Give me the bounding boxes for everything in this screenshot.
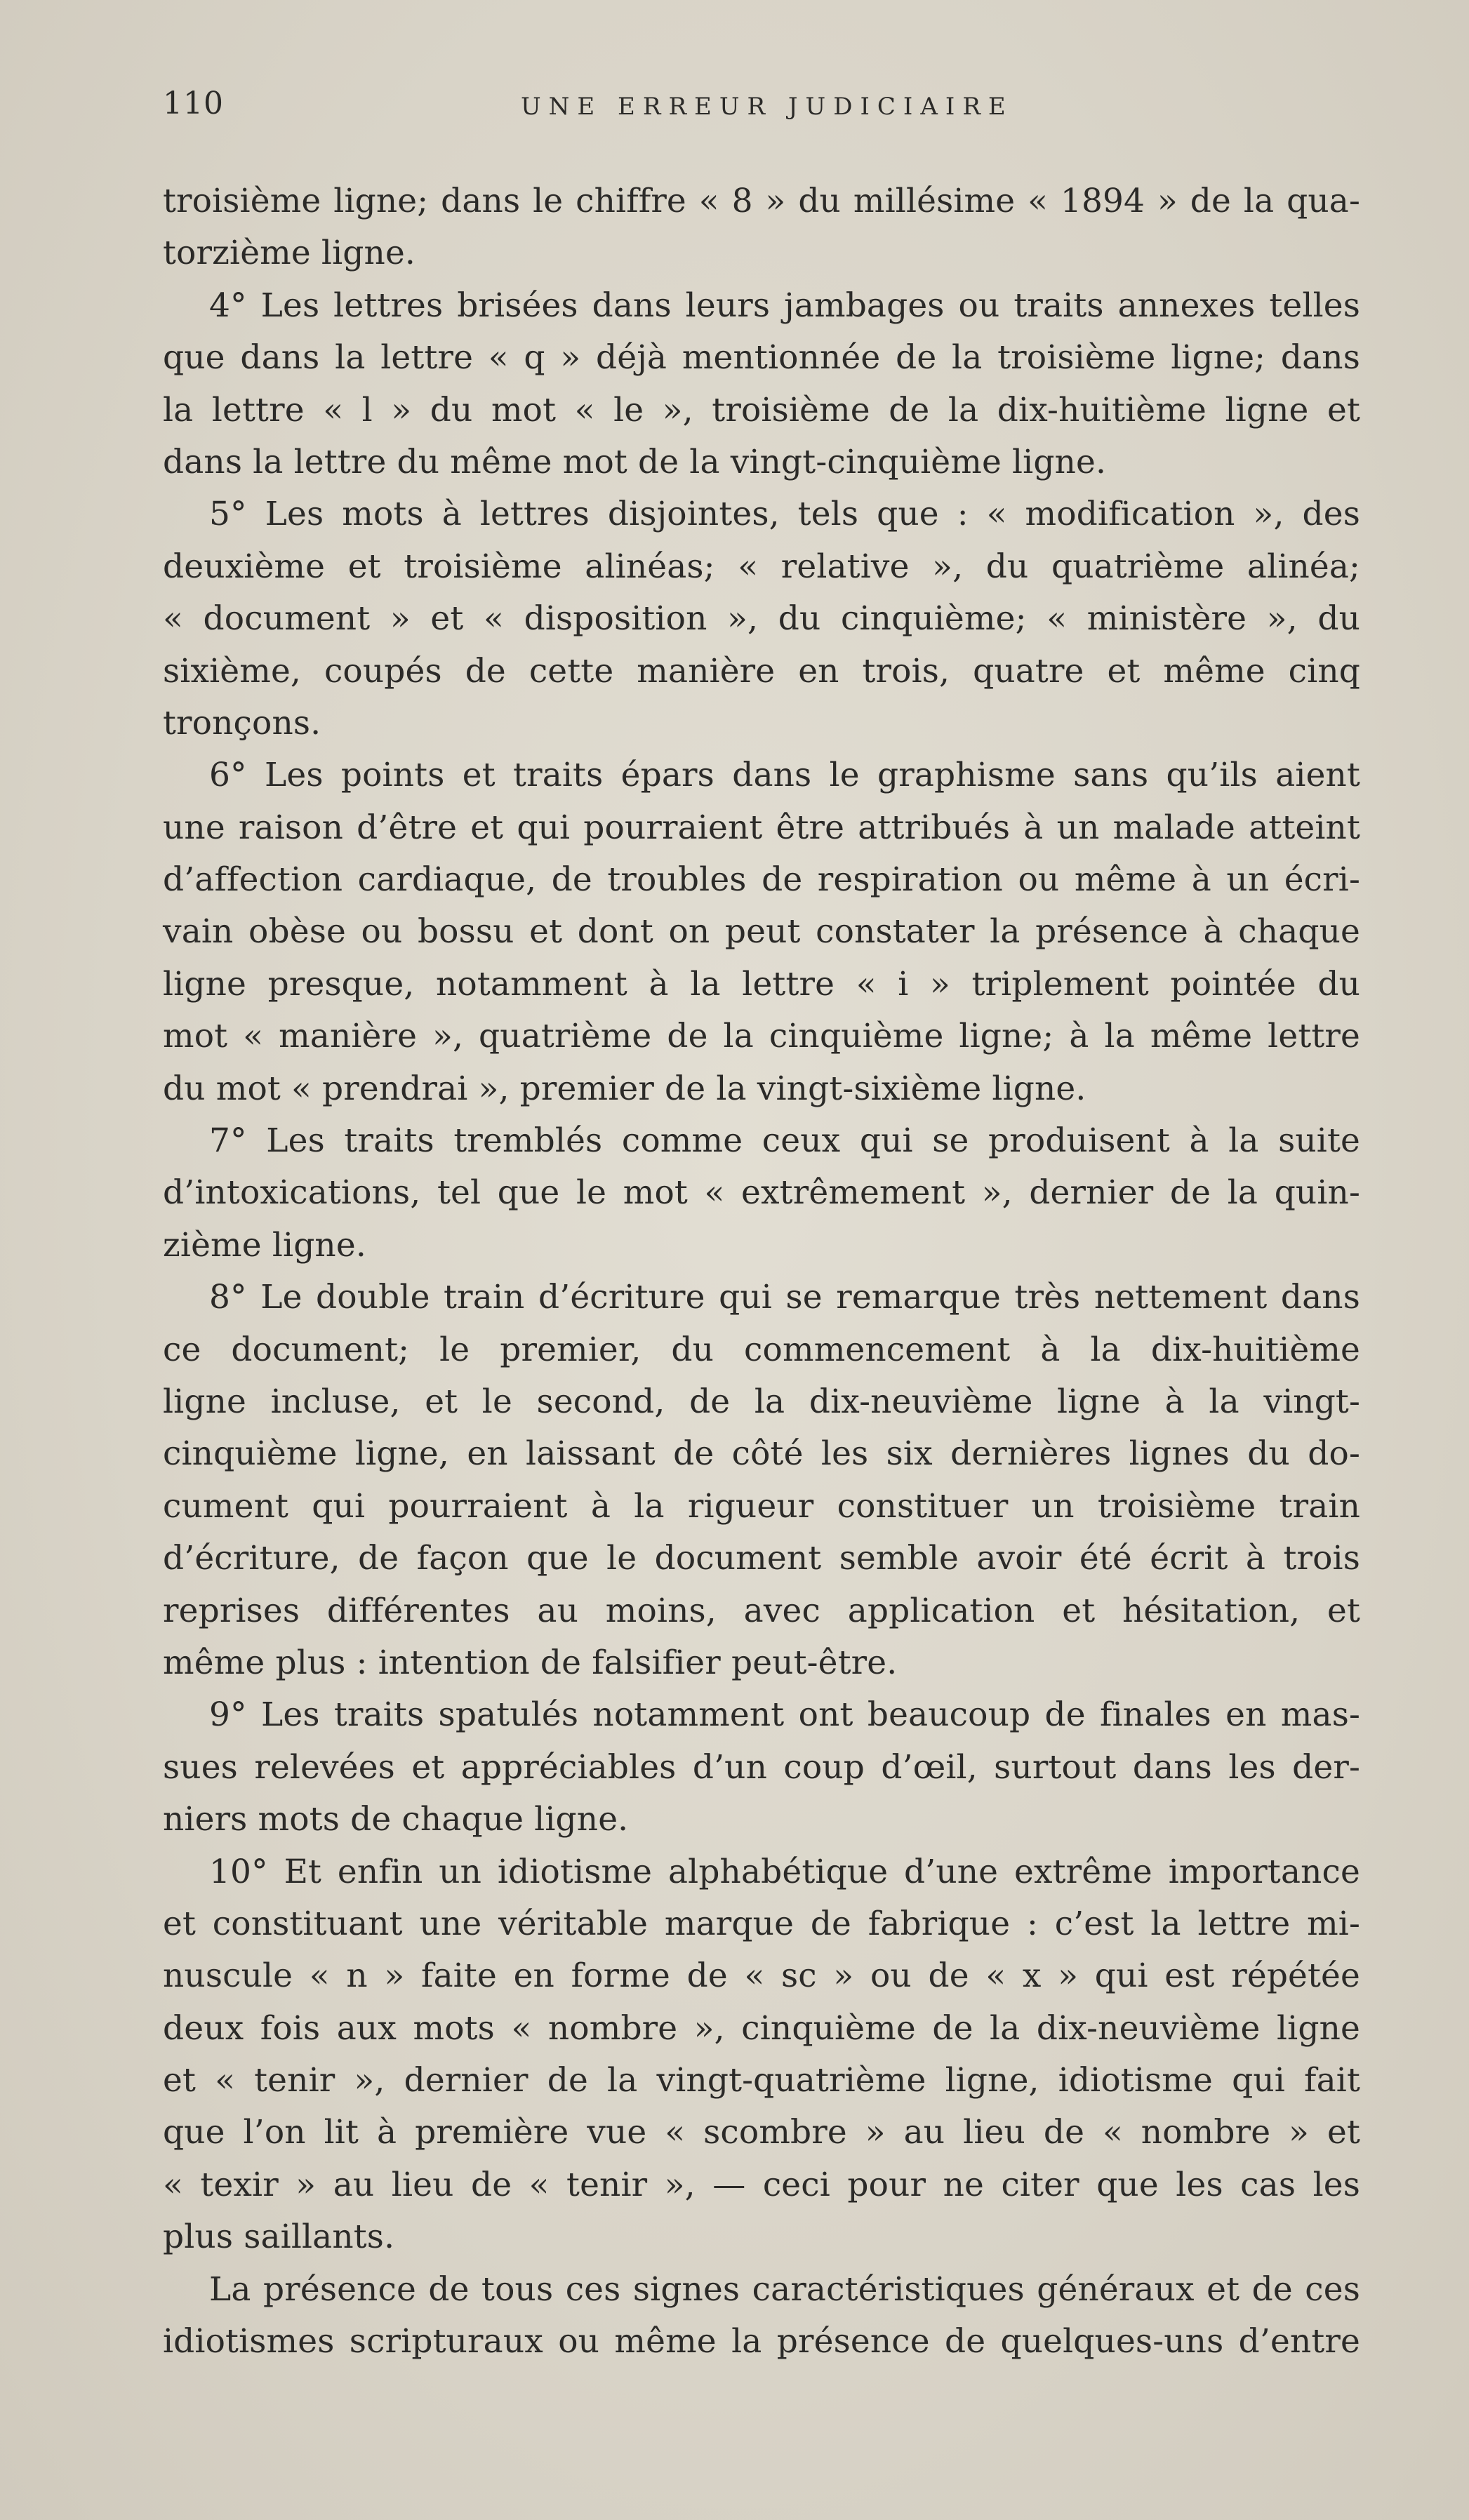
text-line: cinquième ligne, en laissant de côté les six dernières lignes du do- bbox=[163, 1434, 1360, 1474]
text-line: 4° Les lettres brisées dans leurs jambages ou traits annexes telles bbox=[209, 286, 1360, 325]
text-line: idiotismes scripturaux ou même la présence de quelques-uns d’entre bbox=[163, 2322, 1360, 2361]
text-line: 10° Et enfin un idiotisme alphabétique d’une extrême importance bbox=[209, 1852, 1360, 1891]
text-line: 5° Les mots à lettres disjointes, tels que : « modification », des bbox=[209, 495, 1360, 534]
text-line: et « tenir », dernier de la vingt-quatrième ligne, idiotisme qui fait bbox=[163, 2061, 1360, 2100]
text-line: vain obèse ou bossu et dont on peut constater la présence à chaque bbox=[163, 912, 1360, 952]
text-line: 6° Les points et traits épars dans le graphisme sans qu’ils aient bbox=[209, 756, 1360, 795]
text-line: niers mots de chaque ligne. bbox=[163, 1800, 629, 1839]
body-text bbox=[163, 175, 1360, 2368]
text-line: ce document; le premier, du commencement à la dix-huitième bbox=[163, 1330, 1360, 1369]
text-line: une raison d’être et qui pourraient être attribués à un malade atteint bbox=[163, 808, 1360, 847]
text-line: « document » et « disposition », du cinquième; « ministère », du bbox=[163, 599, 1360, 639]
text-line: troisième ligne; dans le chiffre « 8 » du millésime « 1894 » de la qua- bbox=[163, 182, 1360, 220]
text-line: ligne incluse, et le second, de la dix-neuvième ligne à la vingt- bbox=[163, 1382, 1360, 1421]
text-line: d’intoxications, tel que le mot « extrêmement », dernier de la quin- bbox=[163, 1173, 1360, 1213]
page-number: 110 bbox=[163, 86, 224, 121]
text-line: 7° Les traits tremblés comme ceux qui se produisent à la suite bbox=[209, 1121, 1360, 1161]
text-line: ligne presque, notamment à la lettre « i » triplement pointée du bbox=[163, 964, 1360, 1004]
text-line: d’écriture, de façon que le document semble avoir été écrit à trois bbox=[163, 1539, 1360, 1578]
text-line: que dans la lettre « q » déjà mentionnée de la troisième ligne; dans bbox=[163, 338, 1360, 378]
text-line: sixième, coupés de cette manière en trois, quatre et même cinq bbox=[163, 651, 1360, 691]
text-line: mot « manière », quatrième de la cinquième ligne; à la même lettre bbox=[163, 1017, 1360, 1056]
text-line: dans la lettre du même mot de la vingt-cinquième ligne. bbox=[163, 442, 1107, 481]
text-line: d’affection cardiaque, de troubles de respiration ou même à un écri- bbox=[163, 860, 1360, 900]
text-line: La présence de tous ces signes caractéristiques généraux et de ces bbox=[209, 2269, 1360, 2309]
page-header bbox=[163, 86, 1356, 135]
text-line: 8° Le double train d’écriture qui se remarque très nettement dans bbox=[209, 1278, 1360, 1317]
text-line: reprises différentes au moins, avec application et hésitation, et bbox=[163, 1591, 1360, 1630]
text-line: tronçons. bbox=[163, 703, 321, 742]
text-line: et constituant une véritable marque de fabrique : c’est la lettre mi- bbox=[163, 1904, 1360, 1943]
text-line: que l’on lit à première vue « scombre » au lieu de « nombre » et bbox=[163, 2113, 1360, 2152]
text-line: la lettre « l » du mot « le », troisième de la dix-huitième ligne et bbox=[163, 390, 1360, 429]
text-line: « texir » au lieu de « tenir », — ceci pour ne citer que les cas les bbox=[163, 2165, 1360, 2204]
text-line: 9° Les traits spatulés notamment ont beaucoup de finales en mas- bbox=[209, 1695, 1360, 1735]
text-line: zième ligne. bbox=[163, 1225, 366, 1265]
text-line: sues relevées et appréciables d’un coup d’œil, surtout dans les der- bbox=[163, 1747, 1360, 1787]
text-line: cument qui pourraient à la rigueur constituer un troisième train bbox=[163, 1486, 1360, 1526]
text-line: même plus : intention de falsifier peut-être. bbox=[163, 1643, 898, 1682]
text-line: deux fois aux mots « nombre », cinquième de la dix-neuvième ligne bbox=[163, 2008, 1360, 2048]
text-line: du mot « prendrai », premier de la vingt-sixième ligne. bbox=[163, 1069, 1086, 1108]
running-title: UNE ERREUR JUDICIAIRE bbox=[521, 93, 1013, 121]
text-line: plus saillants. bbox=[163, 2218, 395, 2257]
text-line: deuxième et troisième alinéas; « relative », du quatrième alinéa; bbox=[163, 547, 1360, 586]
text-line: nuscule « n » faite en forme de « sc » ou de « x » qui est répétée bbox=[163, 1956, 1360, 1996]
text-line: torzième ligne. bbox=[163, 234, 416, 273]
